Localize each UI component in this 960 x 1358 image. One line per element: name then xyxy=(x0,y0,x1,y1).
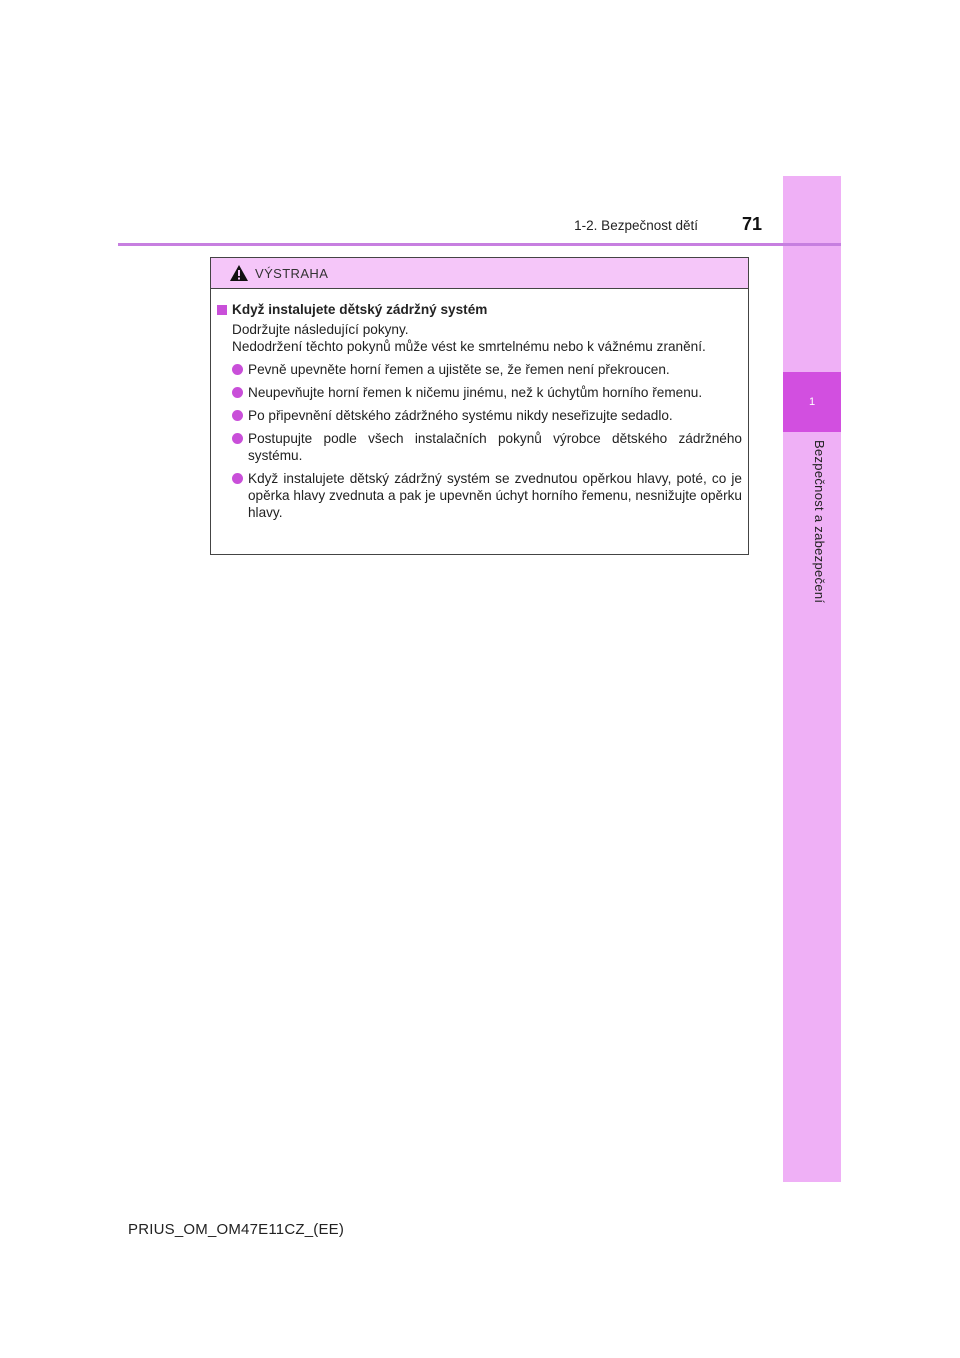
list-item-text: Po připevnění dětského zádržného systému nikdy neseřizujte sedadlo. xyxy=(248,408,673,423)
list-item-text: Pevně upevněte horní řemen a ujistěte se, že řemen není překroucen. xyxy=(248,362,670,377)
list-item xyxy=(217,430,742,464)
section-title: 1-2. Bezpečnost dětí xyxy=(574,218,698,233)
warning-heading-text: Když instalujete dětský zádržný systém xyxy=(232,302,488,317)
warning-header xyxy=(211,258,748,289)
warning-box xyxy=(210,257,749,555)
circle-bullet-icon xyxy=(232,410,243,421)
document-code: PRIUS_OM_OM47E11CZ_(EE) xyxy=(128,1221,345,1238)
list-item-text: Postupujte podle všech instalačních pokynů výrobce dětského zádržného systému. xyxy=(248,431,742,463)
chapter-number: 1 xyxy=(783,372,841,432)
list-item-text: Neupevňujte horní řemen k ničemu jinému, než k úchytům horního řemenu. xyxy=(248,385,703,400)
warning-bullet-list xyxy=(217,361,742,521)
circle-bullet-icon xyxy=(232,433,243,444)
circle-bullet-icon xyxy=(232,364,243,375)
warning-title: VÝSTRAHA xyxy=(255,265,329,281)
list-item xyxy=(217,361,742,378)
page-number: 71 xyxy=(742,214,763,234)
header-divider xyxy=(118,243,841,246)
intro-line: Dodržujte následující pokyny. xyxy=(232,322,409,337)
circle-bullet-icon xyxy=(232,387,243,398)
list-item xyxy=(217,384,742,401)
list-item-text: Když instalujete dětský zádržný systém se zvednutou opěrkou hlavy, poté, co je opěrka hlavy zvednuta a pak je upevněn úchyt horního řemenu, nesnižujte opěrku hlavy. xyxy=(248,471,742,520)
chapter-title: Bezpečnost a zabezpečení xyxy=(812,440,827,604)
warning-heading xyxy=(217,301,742,318)
chapter-side-tab xyxy=(783,176,841,1182)
intro-line: Nedodržení těchto pokynů může vést ke smrtelnému nebo k vážnému zranění. xyxy=(232,339,706,354)
list-item xyxy=(217,470,742,521)
circle-bullet-icon xyxy=(232,473,243,484)
list-item xyxy=(217,407,742,424)
warning-triangle-icon xyxy=(229,264,249,282)
warning-body xyxy=(211,289,748,521)
warning-intro xyxy=(217,321,742,355)
square-bullet-icon xyxy=(217,305,227,315)
